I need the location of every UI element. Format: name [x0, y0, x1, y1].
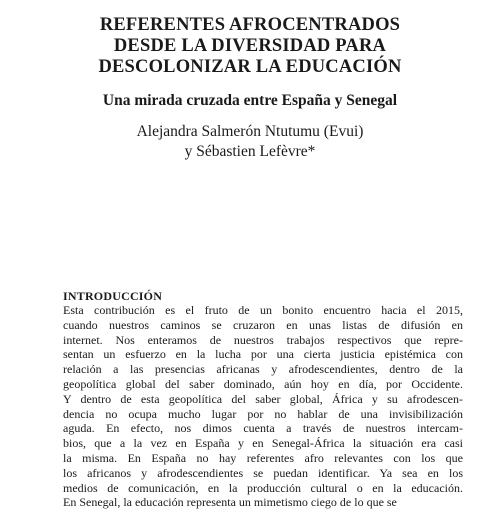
chapter-title: [40, 15, 460, 78]
title-line-2: DESDE LA DIVERSIDAD PARA: [113, 36, 387, 56]
body-line: Esta contribución es el fruto de un bonito encuentro hacia el 2015,: [63, 303, 463, 317]
body-line: internet. Nos enteramos de nuestros trabajos respectivos que repre-: [63, 332, 463, 347]
title-line-1: REFERENTES AFROCENTRADOS: [99, 15, 401, 35]
chapter-subtitle: Una mirada cruzada entre España y Senegal: [102, 92, 398, 109]
body-line: geopolítica global del saber dominado, aún hoy en día, por Occidente.: [63, 376, 463, 391]
author-line-2: y Sébastien Lefèvre*: [184, 143, 316, 160]
body-line: Y dentro de esta geopolítica del saber global, África y su afrodescen-: [63, 391, 463, 406]
body-line: los africanos y afrodescendientes se puedan identificar. Ya sea en los: [63, 465, 463, 480]
body-line: En Senegal, la educación representa un mimetismo ciego de lo que se: [63, 495, 397, 510]
author-line-1: Alejandra Salmerón Ntutumu (Evui): [136, 123, 364, 140]
body-line: la misma. En España no hay referentes afro relevantes con los que: [63, 450, 463, 465]
body-line: relación a las presencias africanas y afrodescendientes, dentro de la: [63, 362, 463, 377]
authors-block: [40, 122, 460, 162]
body-line: aguda. En efecto, nos dimos cuenta a través de nuestros intercam-: [63, 421, 463, 436]
title-line-3: DESCOLONIZAR LA EDUCACIÓN: [98, 57, 402, 77]
body-line: sentan un esfuerzo en la lucha por una cierta justicia epistémica con: [63, 347, 463, 362]
body-line: cuando nuestros caminos se cruzaron en unas listas de difusión en: [63, 317, 463, 332]
section-heading: INTRODUCCIÓN: [63, 289, 163, 303]
body-line: bios, que a la vez en España y en Senegal-África la situación era casi: [63, 436, 463, 451]
body-text: [63, 303, 463, 510]
body-line: dencia no ocupa mucho lugar por no hablar de una invisibilización: [63, 406, 463, 421]
body-line: medios de comunicación, en la producción cultural o en la educación.: [63, 480, 463, 495]
